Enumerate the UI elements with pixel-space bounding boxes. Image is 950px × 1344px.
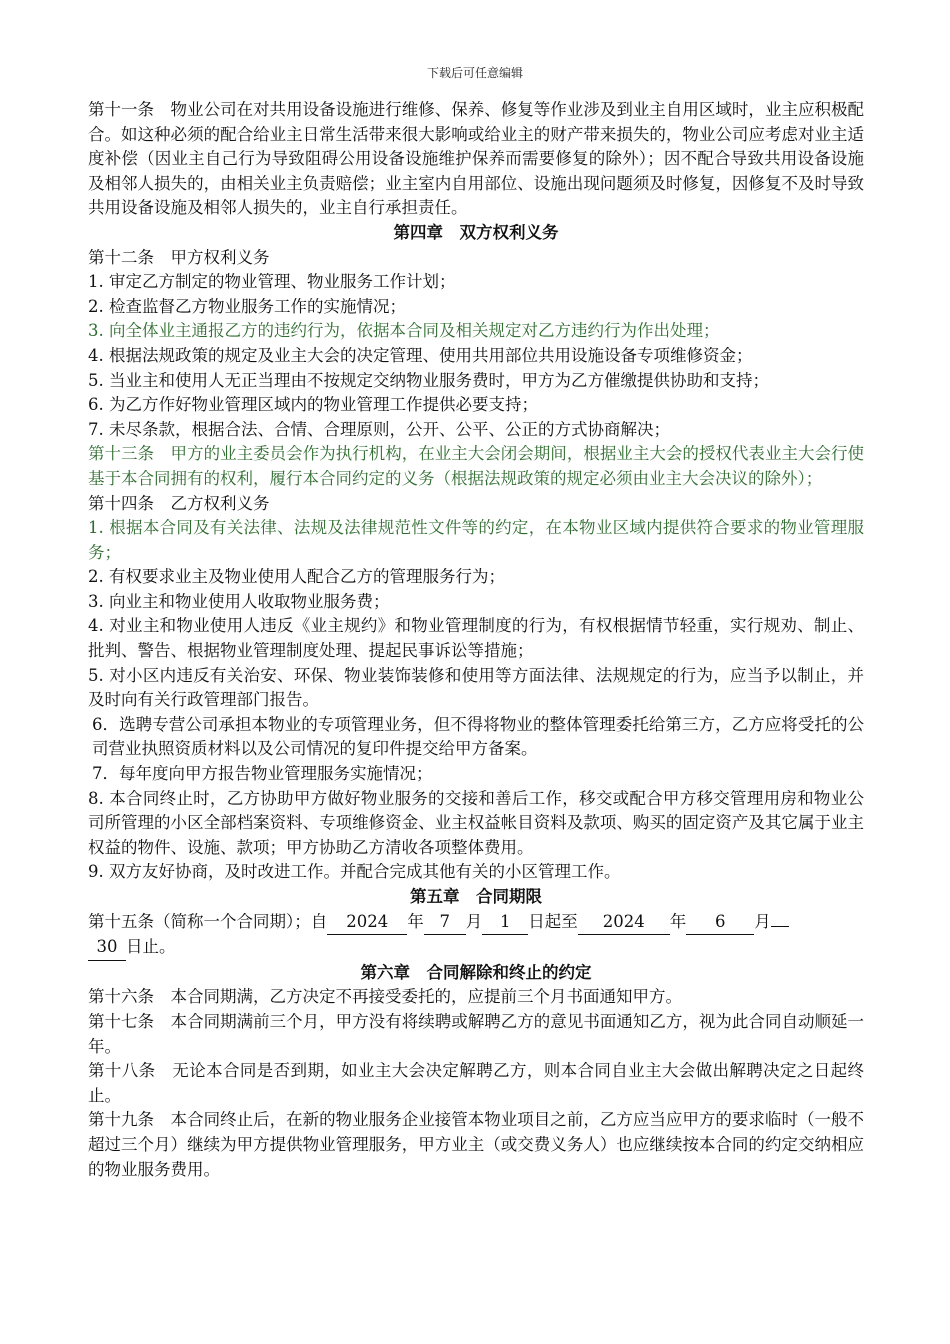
end-day-field: 30	[88, 935, 126, 961]
month-label: 月	[465, 911, 483, 931]
document-body	[88, 98, 864, 1182]
article-14-item: 2. 有权要求业主及物业使用人配合乙方的管理服务行为；	[88, 567, 505, 587]
article-12-item: 6. 为乙方作好物业管理区域内的物业管理工作提供必要支持；	[88, 395, 538, 415]
start-year-field: 2024	[327, 910, 407, 936]
article-12-item: 4. 根据法规政策的规定及业主大会的决定管理、使用共用部位共用设施设备专项维修资金；	[88, 345, 753, 365]
end-day-suffix: 日止。	[126, 937, 176, 957]
chapter-4-heading: 第四章 双方权利义务	[393, 222, 559, 242]
article-14-item: 4. 对业主和物业使用人违反《业主规约》和物业管理制度的行为，有权根据情节轻重，实行规劝、制止、批判、警告、根据物业管理制度处理、提起民事诉讼等措施；	[88, 616, 864, 661]
article-14-item: 8. 本合同终止时，乙方协助甲方做好物业服务的交接和善后工作，移交或配合甲方移交管理用房和物业公司所管理的小区全部档案资料、专项维修资金、业主权益帐目资料及款项、购买的固定资产及其它属于业主权益的物件、设施、款项；甲方协助乙方清收各项整体费用。	[88, 788, 864, 857]
article-14-item: 3. 向业主和物业使用人收取物业服务费；	[88, 591, 390, 611]
blank-field	[771, 926, 789, 927]
end-month-field: 6	[686, 910, 754, 936]
article-11: 第十一条 物业公司在对共用设备设施进行维修、保养、修复等作业涉及到业主自用区域时，业主应积极配合。如这种必须的配合给业主日常生活带来很大影响或给业主的财产带来损失的，物业公司应考虑对业主适度补偿（因业主自己行为导致阻碍公用设备设施维护保养而需要修复的除外）；因不配合导致共用设备设施及相邻人损失的，由相关业主负责赔偿；业主室内自用部位、设施出现问题须及时修复，因修复不及时导致共用设备设施及相邻人损失的，业主自行承担责任。	[88, 100, 864, 218]
article-16: 第十六条 本合同期满，乙方决定不再接受委托的，应提前三个月书面通知甲方。	[88, 987, 682, 1007]
page-header: 下载后可任意编辑	[426, 66, 523, 80]
article-12-item: 5. 当业主和使用人无正当理由不按规定交纳物业服务费时，甲方为乙方催缴提供协助和支持；	[88, 370, 769, 390]
article-14-item: 6．选聘专营公司承担本物业的专项管理业务，但不得将物业的整体管理委托给第三方，乙方应将受托的公司营业执照资质材料以及公司情况的复印件提交给甲方备案。	[92, 714, 864, 759]
year-label: 年	[669, 911, 687, 931]
article-12-item: 2. 检查监督乙方物业服务工作的实施情况；	[88, 296, 406, 316]
year-label: 年	[407, 911, 424, 931]
article-13: 第十三条 甲方的业主委员会作为执行机构，在业主大会闭会期间，根据业主大会的授权代表业主大会行使基于本合同拥有的权利，履行本合同约定的义务（根据法规政策的规定必须由业主大会决议的除外）；	[88, 444, 864, 488]
article-19: 第十九条 本合同终止后，在新的物业服务企业接管本物业项目之前，乙方应当应甲方的要求临时（一般不超过三个月）继续为甲方提供物业管理服务，甲方业主（或交费义务人）也应继续按本合同的约定交纳相应的物业服务费用。	[88, 1110, 864, 1179]
article-12-item: 1. 审定乙方制定的物业管理、物业服务工作计划；	[88, 272, 456, 292]
article-12-title: 第十二条 甲方权利义务	[88, 247, 270, 267]
chapter-6-heading: 第六章 合同解除和终止的约定	[360, 962, 592, 982]
article-18: 第十八条 无论本合同是否到期，如业主大会决定解聘乙方，则本合同自业主大会做出解聘决定之日起终止。	[88, 1061, 864, 1105]
article-14-item: 9. 双方友好协商，及时改进工作。并配合完成其他有关的小区管理工作。	[88, 862, 621, 882]
article-12-item: 3. 向全体业主通报乙方的违约行为，依据本合同及相关规定对乙方违约行为作出处理；	[88, 321, 720, 341]
start-day-field: 1	[482, 910, 528, 936]
start-month-field: 7	[424, 910, 466, 936]
start-day-label: 日起至	[528, 911, 578, 931]
article-17: 第十七条 本合同期满前三个月，甲方没有将续聘或解聘乙方的意见书面通知乙方，视为此合同自动顺延一年。	[88, 1011, 864, 1056]
article-14-item: 1. 根据本合同及有关法律、法规及法律规范性文件等的约定，在本物业区域内提供符合要求的物业管理服务；	[88, 518, 864, 562]
article-15	[88, 910, 864, 961]
article-14-item: 7．每年度向甲方报告物业管理服务实施情况；	[92, 764, 433, 784]
chapter-5-heading: 第五章 合同期限	[410, 887, 542, 906]
article-15-prefix: 第十五条（简称一个合同期）；自	[88, 911, 328, 931]
article-14-title: 第十四条 乙方权利义务	[88, 493, 270, 513]
end-year-field: 2024	[578, 910, 670, 936]
article-14-item: 5. 对小区内违反有关治安、环保、物业装饰装修和使用等方面法律、法规规定的行为，应当予以制止，并及时向有关行政管理部门报告。	[88, 665, 864, 710]
month-label: 月	[754, 911, 771, 931]
article-12-item: 7. 未尽条款，根据合法、合情、合理原则，公开、公平、公正的方式协商解决；	[88, 419, 670, 439]
